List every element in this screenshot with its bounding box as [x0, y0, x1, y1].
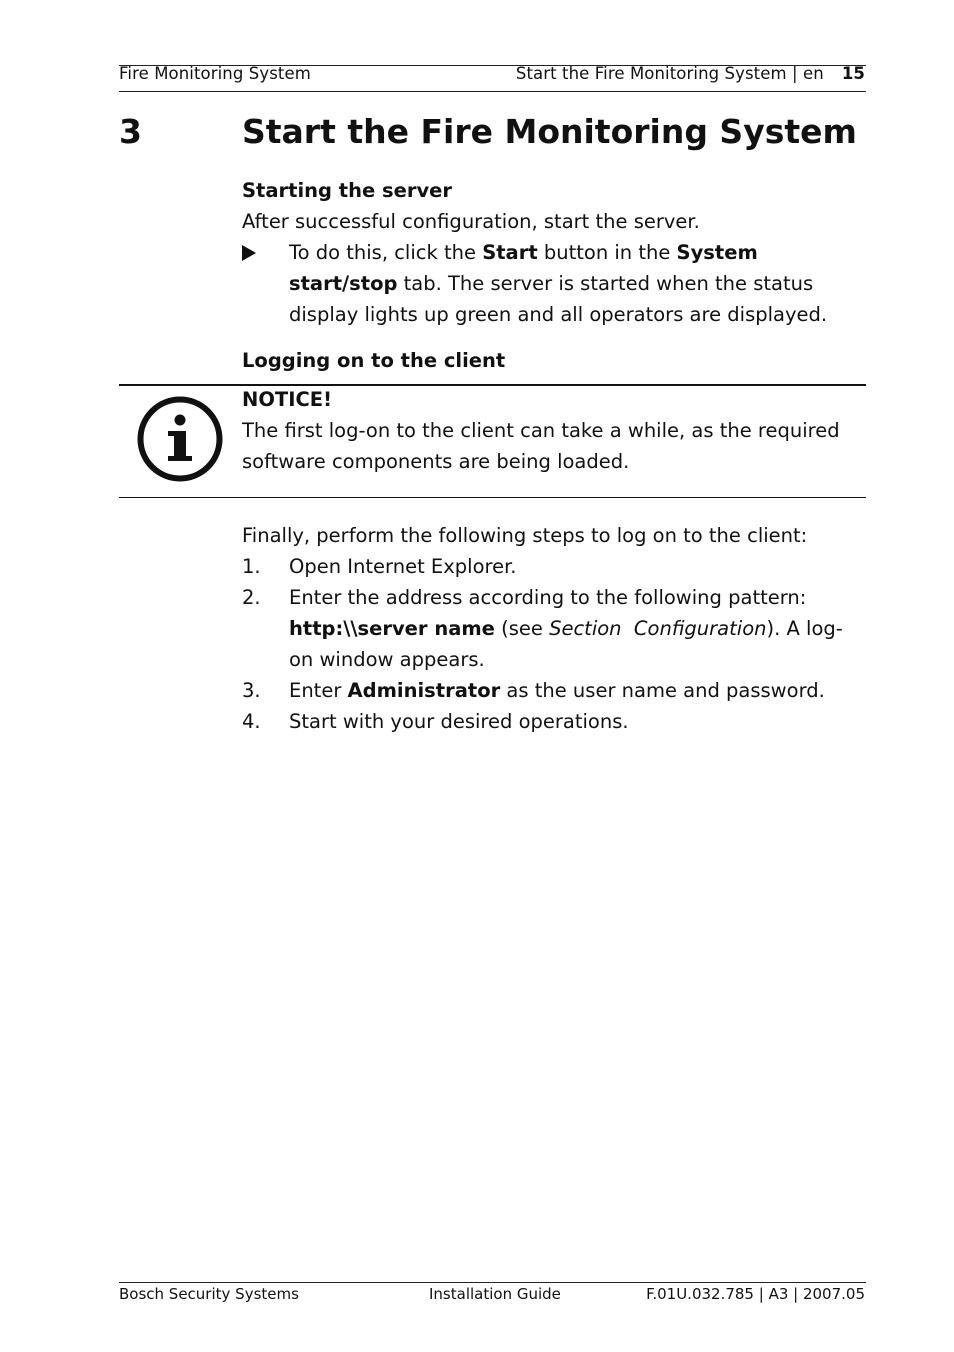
- list-item: [242, 582, 866, 675]
- page-number: 15: [841, 64, 865, 83]
- bullet-text: button in the: [537, 241, 677, 264]
- list-text: Enter: [289, 679, 348, 702]
- footer-doc-type: Installation Guide: [429, 1285, 561, 1303]
- header-section-info: [516, 64, 865, 83]
- server-url-pattern: http:\\server name: [289, 617, 495, 640]
- username-value: Administrator: [347, 679, 501, 702]
- bullet-text: To do this, click the: [289, 241, 483, 264]
- list-number: 3.: [242, 679, 261, 702]
- bullet-bold-start: Start: [482, 241, 538, 264]
- section-starting-server: [242, 175, 866, 330]
- triangle-bullet-icon: [242, 245, 256, 261]
- list-text: Enter the address according to the following pattern:: [289, 586, 807, 609]
- chapter-number: 3: [119, 112, 142, 151]
- list-text: as the user name and password.: [500, 679, 825, 702]
- list-number: 2.: [242, 586, 261, 609]
- list-item: [242, 675, 866, 706]
- list-number: 1.: [242, 555, 261, 578]
- bullet-bold-tab: System start/stop: [289, 241, 758, 295]
- section-heading: Starting the server: [242, 179, 452, 202]
- list-text: Start with your desired operations.: [289, 710, 629, 733]
- footer-rule: [119, 1282, 866, 1283]
- notice-label: NOTICE!: [242, 388, 332, 411]
- notice-content: [242, 384, 866, 477]
- notice-bottom-rule: [119, 497, 866, 498]
- steps-intro: Finally, perform the following steps to log on to the client:: [242, 524, 808, 547]
- chapter-title: Start the Fire Monitoring System: [242, 112, 857, 151]
- section-heading-logging-on: Logging on to the client: [242, 349, 506, 372]
- header-doc-title: Fire Monitoring System: [119, 64, 311, 83]
- list-number: 4.: [242, 710, 261, 733]
- info-icon: [137, 396, 223, 482]
- instruction-bullet: [242, 237, 866, 330]
- list-item: [242, 551, 866, 582]
- bullet-text: tab. The server is started when the status display lights up green and all operators are displayed.: [289, 272, 828, 326]
- list-text: ). A log-on window appears.: [289, 617, 843, 671]
- notice-text: The first log-on to the client can take a while, as the required software components are being loaded.: [242, 419, 840, 473]
- list-text: (see: [494, 617, 550, 640]
- header-section-title: Start the Fire Monitoring System | en: [515, 64, 824, 83]
- steps-section: [242, 520, 866, 737]
- list-text: Open Internet Explorer.: [289, 555, 517, 578]
- section-intro: After successful configuration, start the server.: [242, 210, 700, 233]
- section-reference: Section Configuration: [549, 617, 767, 640]
- footer-company: Bosch Security Systems: [119, 1285, 299, 1303]
- header-bottom-rule: [119, 91, 866, 92]
- footer-doc-id: F.01U.032.785 | A3 | 2007.05: [646, 1285, 865, 1303]
- list-item: [242, 706, 866, 737]
